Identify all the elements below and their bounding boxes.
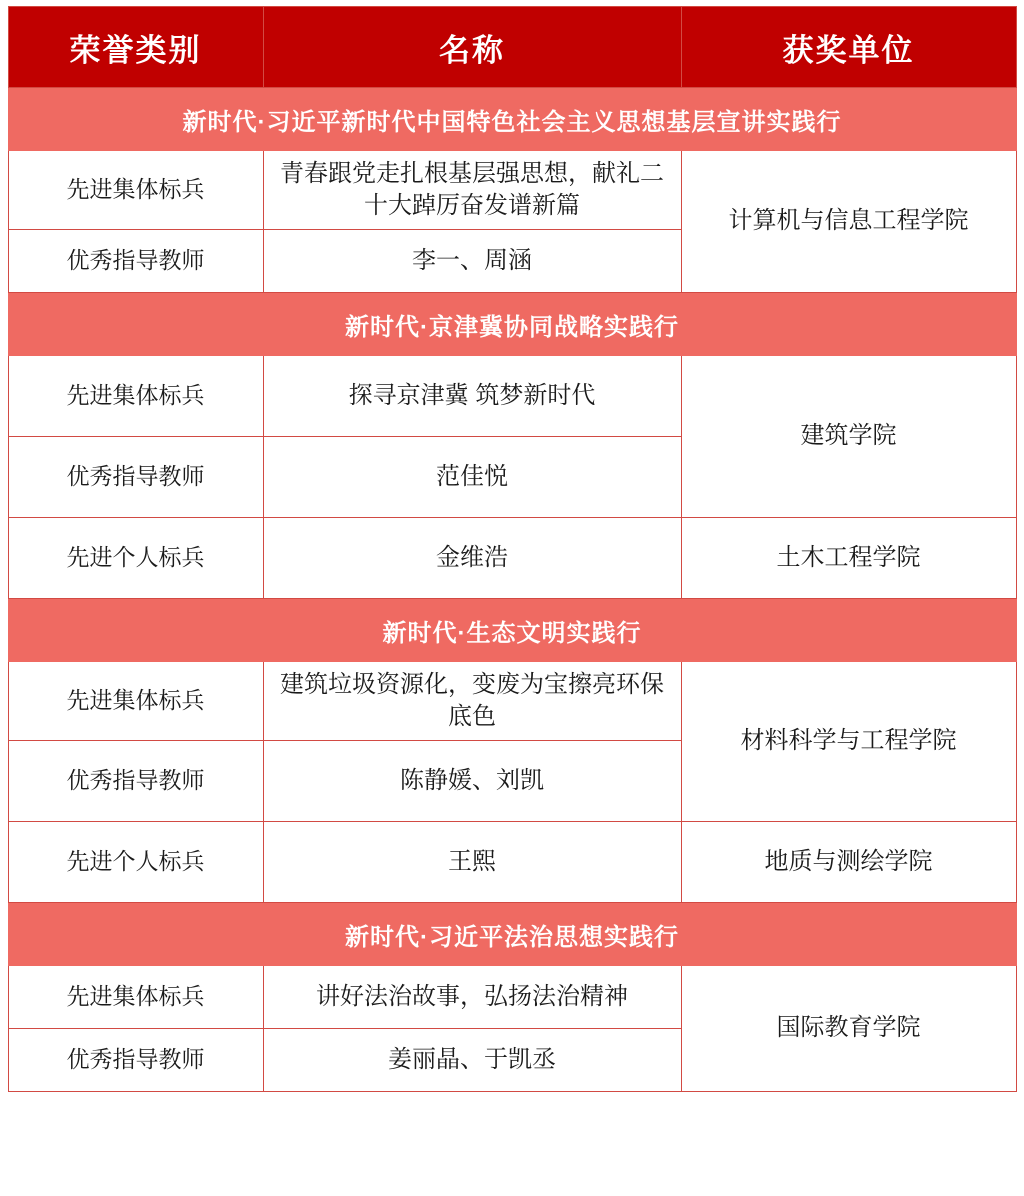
table-row bbox=[8, 966, 1016, 1029]
cell-name: 青春跟党走扎根基层强思想，献礼二十大踔厉奋发谱新篇 bbox=[263, 151, 681, 230]
section-banner-row bbox=[8, 903, 1016, 966]
cell-unit: 土木工程学院 bbox=[681, 518, 1016, 599]
cell-category: 先进集体标兵 bbox=[8, 662, 263, 741]
table-body bbox=[8, 88, 1016, 1092]
cell-category: 先进集体标兵 bbox=[8, 966, 263, 1029]
table-row bbox=[8, 356, 1016, 437]
column-header-category: 荣誉类别 bbox=[8, 7, 263, 88]
column-header-name: 名称 bbox=[263, 7, 681, 88]
cell-name: 金维浩 bbox=[263, 518, 681, 599]
section-banner-row bbox=[8, 293, 1016, 356]
cell-unit: 国际教育学院 bbox=[681, 966, 1016, 1092]
cell-category: 优秀指导教师 bbox=[8, 741, 263, 822]
cell-name: 王熙 bbox=[263, 822, 681, 903]
cell-name: 探寻京津冀 筑梦新时代 bbox=[263, 356, 681, 437]
table-row bbox=[8, 518, 1016, 599]
cell-name: 讲好法治故事，弘扬法治精神 bbox=[263, 966, 681, 1029]
cell-category: 先进集体标兵 bbox=[8, 151, 263, 230]
cell-name: 建筑垃圾资源化，变废为宝擦亮环保底色 bbox=[263, 662, 681, 741]
cell-category: 先进集体标兵 bbox=[8, 356, 263, 437]
award-table bbox=[8, 6, 1017, 1092]
column-header-unit: 获奖单位 bbox=[681, 7, 1016, 88]
table-header bbox=[8, 7, 1016, 88]
table-row bbox=[8, 822, 1016, 903]
section-banner: 新时代·生态文明实践行 bbox=[8, 599, 1016, 662]
section-banner: 新时代·习近平法治思想实践行 bbox=[8, 903, 1016, 966]
cell-name: 姜丽晶、于凯丞 bbox=[263, 1029, 681, 1092]
section-banner: 新时代·京津冀协同战略实践行 bbox=[8, 293, 1016, 356]
cell-category: 优秀指导教师 bbox=[8, 437, 263, 518]
section-banner: 新时代·习近平新时代中国特色社会主义思想基层宣讲实践行 bbox=[8, 88, 1016, 151]
cell-name: 李一、周涵 bbox=[263, 230, 681, 293]
cell-unit: 材料科学与工程学院 bbox=[681, 662, 1016, 822]
cell-unit: 建筑学院 bbox=[681, 356, 1016, 518]
cell-category: 先进个人标兵 bbox=[8, 822, 263, 903]
cell-category: 先进个人标兵 bbox=[8, 518, 263, 599]
table-row bbox=[8, 662, 1016, 741]
section-banner-row bbox=[8, 599, 1016, 662]
table-row bbox=[8, 151, 1016, 230]
cell-unit: 计算机与信息工程学院 bbox=[681, 151, 1016, 293]
cell-category: 优秀指导教师 bbox=[8, 230, 263, 293]
header-row bbox=[8, 7, 1016, 88]
cell-category: 优秀指导教师 bbox=[8, 1029, 263, 1092]
cell-name: 范佳悦 bbox=[263, 437, 681, 518]
section-banner-row bbox=[8, 88, 1016, 151]
cell-unit: 地质与测绘学院 bbox=[681, 822, 1016, 903]
cell-name: 陈静媛、刘凯 bbox=[263, 741, 681, 822]
